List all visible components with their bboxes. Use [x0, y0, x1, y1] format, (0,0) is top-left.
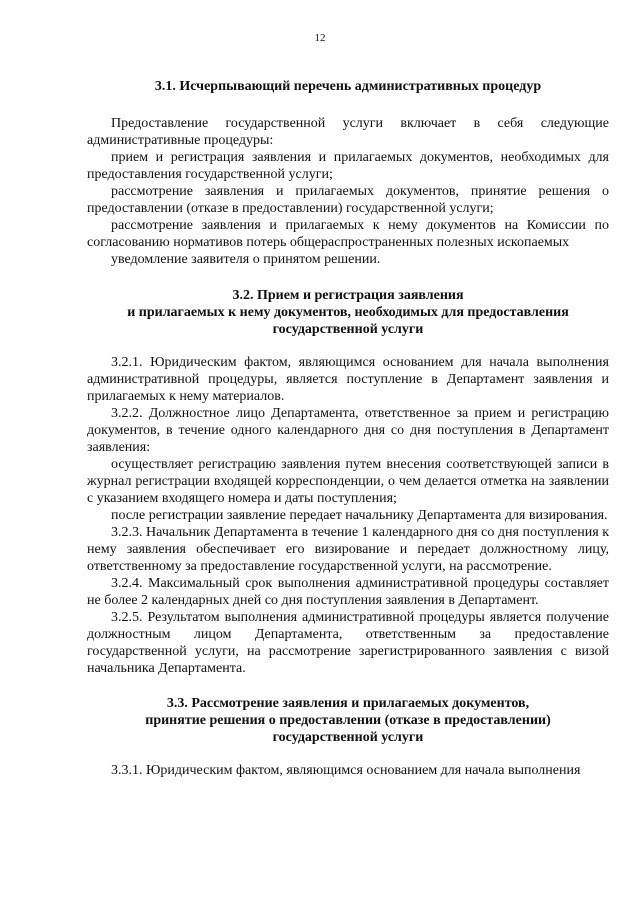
- section-3-2-heading-line: и прилагаемых к нему документов, необходимых для предоставления: [127, 305, 569, 320]
- section-3-1-paragraph: Предоставление государственной услуги включает в себя следующие административные процедуры:: [87, 116, 609, 148]
- section-3-2-paragraph: 3.2.3. Начальник Департамента в течение 1 календарного дня со дня поступления к нему заявления обеспечивает его визирование и передает должностному лицу, ответственному за предоставление государственной услуги, на рассмотрение.: [87, 525, 609, 574]
- section-3-2-heading: [87, 287, 609, 338]
- section-3-1-paragraph: рассмотрение заявления и прилагаемых к нему документов на Комиссии по согласованию нормативов потерь общераспространенных полезных ископаемых: [87, 218, 609, 250]
- section-3-2-paragraph: 3.2.1. Юридическим фактом, являющимся основанием для начала выполнения административной процедуры, является поступление в Департамент заявления и прилагаемых к нему материалов.: [87, 355, 609, 404]
- section-3-3-heading: [87, 695, 609, 746]
- section-3-1-paragraph: рассмотрение заявления и прилагаемых документов, принятие решения о предоставлении (отказе в предоставлении) государственной услуги;: [87, 184, 609, 216]
- section-3-3-heading-line: государственной услуги: [272, 730, 424, 745]
- section-3-1-heading: 3.1. Исчерпывающий перечень административных процедур: [154, 79, 542, 94]
- document-body: [87, 78, 609, 779]
- section-3-2-paragraph: 3.2.4. Максимальный срок выполнения административной процедуры составляет не более 2 календарных дней со дня поступления заявления в Департамент.: [87, 576, 609, 608]
- section-3-2-heading-line: 3.2. Прием и регистрация заявления: [232, 288, 464, 303]
- section-3-2-paragraph: 3.2.5. Результатом выполнения административной процедуры является получение должностным лицом Департамента, ответственным за предоставление государственной услуги, на рассмотрение зарегистрированного заявления с визой начальника Департамента.: [87, 610, 609, 676]
- section-3-3-paragraph: 3.3.1. Юридическим фактом, являющимся основанием для начала выполнения: [111, 763, 581, 778]
- section-3-3-heading-line: 3.3. Рассмотрение заявления и прилагаемых документов,: [166, 696, 530, 711]
- section-3-2-heading-line: государственной услуги: [272, 322, 424, 337]
- section-3-2-paragraph: после регистрации заявление передает начальнику Департамента для визирования.: [111, 508, 608, 523]
- section-3-2-paragraph: осуществляет регистрацию заявления путем внесения соответствующей записи в журнал регистрации входящей корреспонденции, о чем делается отметка на заявлении с указанием входящего номера и даты поступления;: [87, 457, 609, 506]
- section-3-1-paragraph: прием и регистрация заявления и прилагаемых документов, необходимых для предоставления государственной услуги;: [87, 150, 609, 182]
- page-number: 12: [314, 32, 326, 44]
- section-3-1-paragraph: уведомление заявителя о принятом решении.: [111, 252, 381, 267]
- section-3-2-paragraph: 3.2.2. Должностное лицо Департамента, ответственное за прием и регистрацию документов, в течение одного календарного дня со дня поступления в Департамент заявления:: [87, 406, 609, 455]
- section-3-3-heading-line: принятие решения о предоставлении (отказе в предоставлении): [145, 713, 551, 728]
